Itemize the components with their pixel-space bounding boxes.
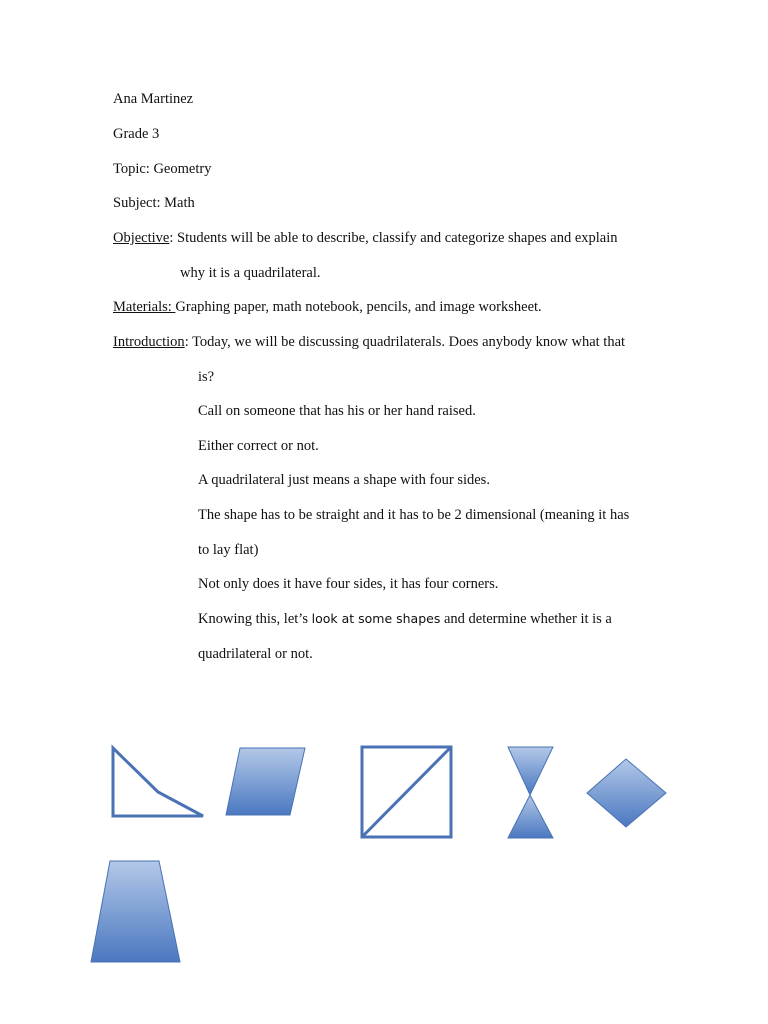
objective-text-continued: why it is a quadrilateral. — [180, 265, 321, 281]
author-name: Ana Martinez — [113, 91, 194, 107]
parallelogram — [226, 748, 305, 815]
materials-label: Materials: — [113, 299, 176, 315]
objective-label: Objective — [113, 230, 170, 246]
topic-line: Topic: Geometry — [113, 161, 212, 177]
introduction-label: Introduction — [113, 334, 185, 350]
right-triangle-outline — [113, 748, 203, 816]
grade-level: Grade 3 — [113, 126, 160, 142]
square-with-diagonal — [362, 747, 451, 837]
introduction-text-6: The shape has to be straight and it has to be 2 dimensional (meaning it has — [198, 507, 630, 523]
introduction-text: : Today, we will be discussing quadrilaterals. Does anybody know what that — [184, 334, 626, 350]
introduction-text-3: Call on someone that has his or her hand raised. — [198, 403, 476, 419]
hourglass-triangles — [508, 747, 553, 838]
introduction-text-9b: look at some shapes — [311, 611, 441, 626]
introduction-text-5: A quadrilateral just means a shape with four sides. — [198, 472, 490, 488]
objective-text: : Students will be able to describe, classify and categorize shapes and explain — [169, 230, 618, 246]
introduction-text-10: quadrilateral or not. — [198, 646, 313, 662]
introduction-text-7: to lay flat) — [198, 542, 259, 558]
introduction-text-4: Either correct or not. — [198, 438, 319, 454]
introduction-text-8: Not only does it have four sides, it has four corners. — [198, 576, 499, 592]
trapezoid — [91, 861, 180, 962]
introduction-text-9a: Knowing this, let’s — [198, 611, 312, 627]
diamond — [587, 759, 666, 827]
subject-line: Subject: Math — [113, 195, 195, 211]
introduction-text-2: is? — [198, 369, 215, 385]
introduction-text-9c: and determine whether it is a — [440, 611, 612, 627]
materials-text: Graphing paper, math notebook, pencils, and image worksheet. — [175, 299, 542, 315]
